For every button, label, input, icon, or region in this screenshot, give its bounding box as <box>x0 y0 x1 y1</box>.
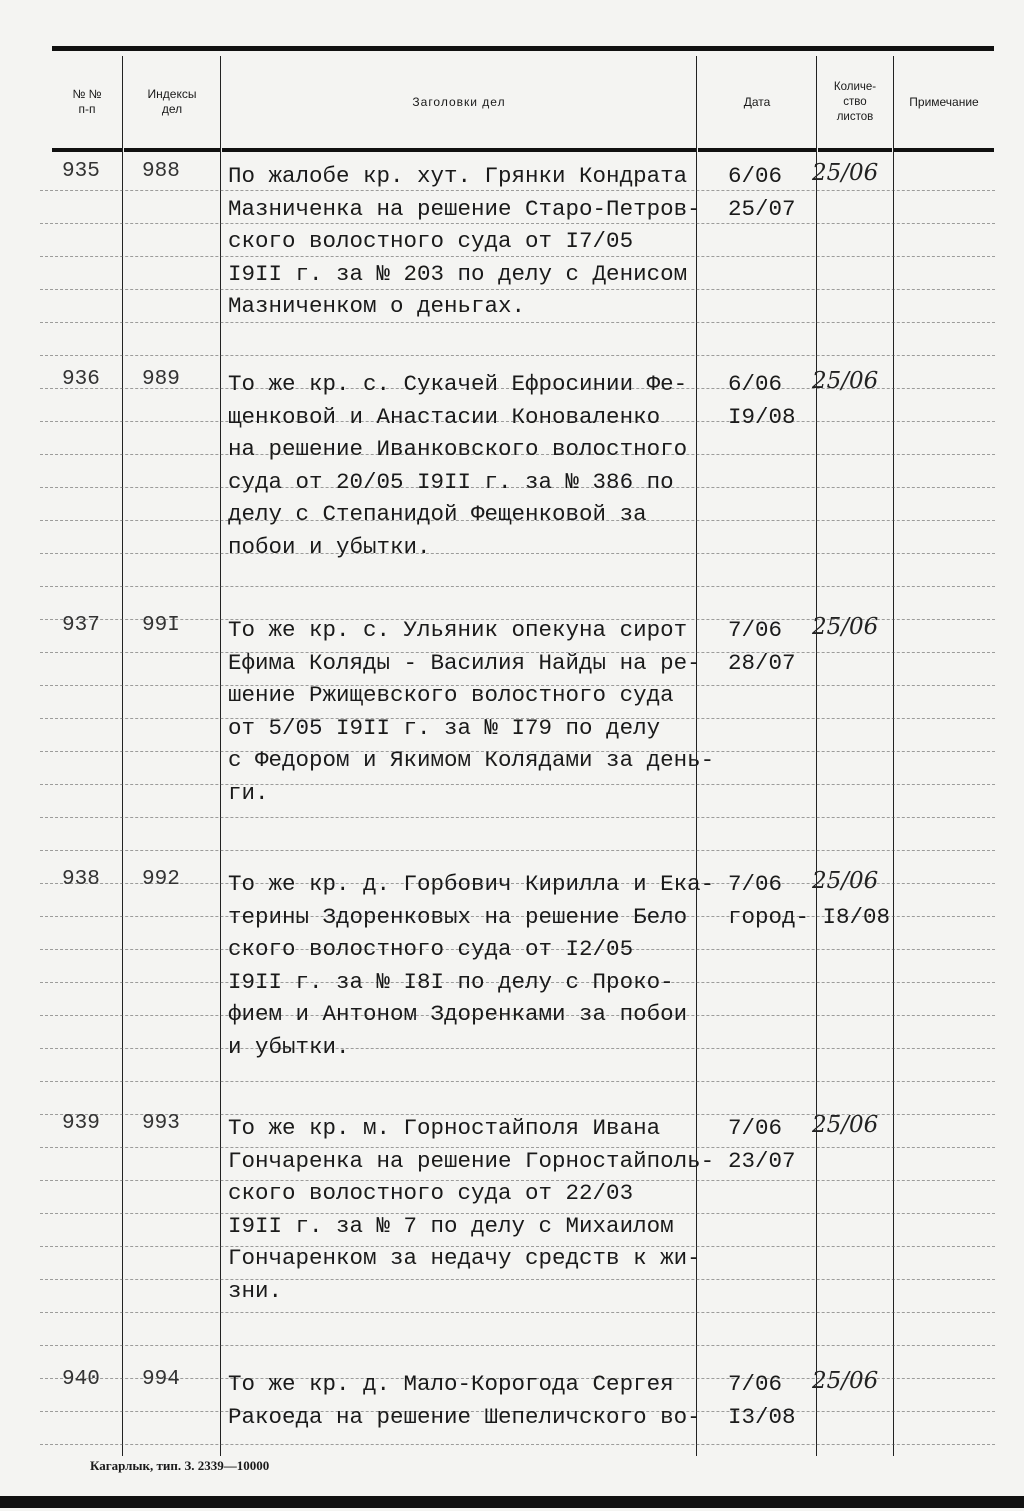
row-title: То же кр. м. Горностайполя Ивана Гончаренка на решение Горностайполь- ского волостного суда от 22/03 I9II г. за № 7 по делу с Михаилом Гончаренком за недачу средств к жи- зни. <box>228 1115 715 1304</box>
ruled-line <box>40 586 995 587</box>
row-date: 7/06 23/07 <box>728 1115 796 1174</box>
row-sheet-count: 25/06 <box>812 1112 879 1138</box>
row-index: 993 <box>142 1112 180 1135</box>
row-number: 937 <box>62 614 100 637</box>
row-index: 994 <box>142 1368 180 1391</box>
row-index: 99I <box>142 614 180 637</box>
row-date: 7/06 I3/08 <box>728 1371 796 1430</box>
row-number: 940 <box>62 1368 100 1391</box>
row-sheet-count: 25/06 <box>812 1368 879 1394</box>
ruled-line <box>40 1345 995 1346</box>
header-num: № № п-п <box>52 56 122 152</box>
row-title: По жалобе кр. хут. Грянки Кондрата Мазниченка на решение Старо-Петров- ского волостного суда от I7/05 I9II г. за № 203 по делу с Денисом Мазниченком о деньгах. <box>228 163 701 320</box>
top-border <box>52 46 994 51</box>
header-date: Дата <box>698 56 816 152</box>
header-count: Количе- ство листов <box>818 56 892 152</box>
row-title: То же кр. д. Горбович Кирилла и Ека- терины Здоренковых на решение Бело ского волостного суда от I2/05 I9II г. за № I8I по делу с Проко- фием и Антоном Здоренками за побои и убытки. <box>228 871 715 1060</box>
row-date: 7/06 город- I8/08 <box>728 871 891 930</box>
row-number: 935 <box>62 160 100 183</box>
header-index: Индексы дел <box>124 56 220 152</box>
row-title: То же кр. с. Сукачей Ефросинии Фе- щенковой и Анастасии Коноваленко на решение Иванковского волостного суда от 20/05 I9II г. за № 386 по делу с Степанидой Фещенковой за побои и убытки. <box>228 371 688 560</box>
row-number: 938 <box>62 868 100 891</box>
printer-imprint: Кагарлык, тип. З. 2339—10000 <box>90 1458 270 1473</box>
row-sheet-count: 25/06 <box>812 614 879 640</box>
row-date: 6/06 I9/08 <box>728 371 796 430</box>
row-date: 6/06 25/07 <box>728 163 796 222</box>
row-index: 988 <box>142 160 180 183</box>
row-title: То же кр. д. Мало-Корогода Сергея Ракоеда на решение Шепеличского во- <box>228 1371 701 1430</box>
ruled-line <box>40 1312 995 1313</box>
ruled-line <box>40 355 995 356</box>
row-number: 936 <box>62 368 100 391</box>
row-sheet-count: 25/06 <box>812 368 879 394</box>
header-title: Заголовки дел <box>222 56 696 152</box>
ruled-line <box>40 850 995 851</box>
ruled-line <box>40 1444 995 1445</box>
ruled-line <box>40 1081 995 1082</box>
row-sheet-count: 25/06 <box>812 868 879 894</box>
bottom-border <box>0 1496 1024 1508</box>
row-number: 939 <box>62 1112 100 1135</box>
row-sheet-count: 25/06 <box>812 160 879 186</box>
row-title: То же кр. с. Ульяник опекуна сирот Ефима Коляды - Василия Найды на ре- шение Ржищевского волостного суда от 5/05 I9II г. за № I79 по делу с Федором и Якимом Колядами за день- ги. <box>228 617 715 806</box>
row-index: 992 <box>142 868 180 891</box>
ruled-line <box>40 817 995 818</box>
row-index: 989 <box>142 368 180 391</box>
header-note: Примечание <box>894 56 994 152</box>
row-date: 7/06 28/07 <box>728 617 796 676</box>
